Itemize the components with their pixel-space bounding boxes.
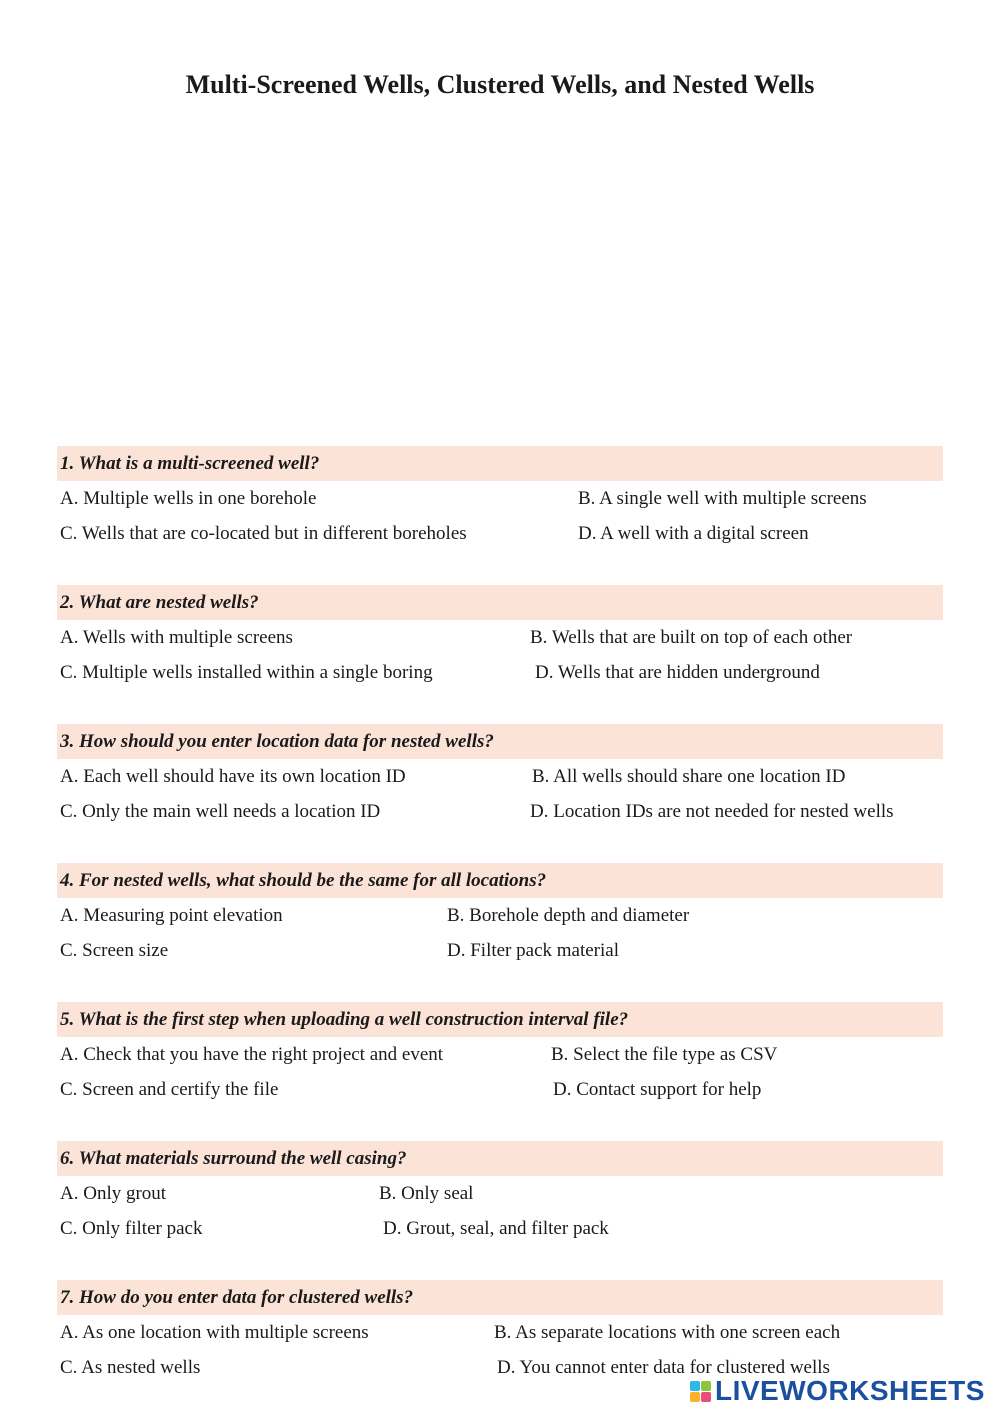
question-text: 3. How should you enter location data for nested wells? — [57, 724, 943, 759]
option-a[interactable]: A. Multiple wells in one borehole — [60, 488, 317, 509]
question-4 — [57, 863, 943, 968]
option-d[interactable]: D. Wells that are hidden underground — [535, 662, 820, 683]
option-b[interactable]: B. Borehole depth and diameter — [447, 905, 690, 926]
option-c[interactable]: C. Screen size — [60, 940, 169, 961]
option-row — [57, 794, 943, 829]
option-b[interactable]: B. Select the file type as CSV — [551, 1044, 778, 1065]
option-b[interactable]: B. A single well with multiple screens — [578, 488, 867, 509]
option-row — [57, 516, 943, 551]
option-row — [57, 898, 943, 933]
option-b[interactable]: B. As separate locations with one screen each — [494, 1322, 841, 1343]
option-c[interactable]: C. Wells that are co-located but in different boreholes — [60, 523, 467, 544]
option-row — [57, 1037, 943, 1072]
liveworksheets-logo — [690, 1374, 985, 1408]
question-text: 4. For nested wells, what should be the same for all locations? — [57, 863, 943, 898]
option-c[interactable]: C. Only filter pack — [60, 1218, 203, 1239]
option-a[interactable]: A. Wells with multiple screens — [60, 627, 293, 648]
option-b[interactable]: B. Only seal — [379, 1183, 474, 1204]
question-7 — [57, 1280, 943, 1385]
question-5 — [57, 1002, 943, 1107]
option-c[interactable]: C. Only the main well needs a location ID — [60, 801, 381, 822]
option-b[interactable]: B. Wells that are built on top of each other — [530, 627, 853, 648]
question-2 — [57, 585, 943, 690]
option-d[interactable]: D. You cannot enter data for clustered wells — [497, 1357, 830, 1378]
option-row — [57, 1072, 943, 1107]
option-row — [57, 620, 943, 655]
question-3 — [57, 724, 943, 829]
option-a[interactable]: A. As one location with multiple screens — [60, 1322, 369, 1343]
question-1 — [57, 446, 943, 551]
option-c[interactable]: C. Screen and certify the file — [60, 1079, 279, 1100]
question-text: 6. What materials surround the well casing? — [57, 1141, 943, 1176]
option-d[interactable]: D. A well with a digital screen — [578, 523, 809, 544]
question-text: 5. What is the first step when uploading a well construction interval file? — [57, 1002, 943, 1037]
logo-text: LIVEWORKSHEETS — [715, 1375, 985, 1406]
option-c[interactable]: C. As nested wells — [60, 1357, 201, 1378]
option-b[interactable]: B. All wells should share one location ID — [532, 766, 846, 787]
question-text: 2. What are nested wells? — [57, 585, 943, 620]
liveworksheets-logo-icon — [690, 1381, 711, 1402]
question-text: 7. How do you enter data for clustered wells? — [57, 1280, 943, 1315]
option-d[interactable]: D. Location IDs are not needed for nested wells — [530, 801, 894, 822]
option-row — [57, 759, 943, 794]
option-a[interactable]: A. Only grout — [60, 1183, 167, 1204]
option-row — [57, 933, 943, 968]
option-row — [57, 655, 943, 690]
option-d[interactable]: D. Contact support for help — [553, 1079, 762, 1100]
option-row — [57, 1315, 943, 1350]
page-title: Multi-Screened Wells, Clustered Wells, and Nested Wells — [185, 70, 815, 99]
option-d[interactable]: D. Filter pack material — [447, 940, 619, 961]
option-a[interactable]: A. Measuring point elevation — [60, 905, 283, 926]
option-row — [57, 1211, 943, 1246]
option-a[interactable]: A. Check that you have the right project and event — [60, 1044, 444, 1065]
question-6 — [57, 1141, 943, 1246]
option-a[interactable]: A. Each well should have its own location ID — [60, 766, 406, 787]
option-row — [57, 481, 943, 516]
option-c[interactable]: C. Multiple wells installed within a single boring — [60, 662, 433, 683]
question-text: 1. What is a multi-screened well? — [57, 446, 943, 481]
option-d[interactable]: D. Grout, seal, and filter pack — [383, 1218, 609, 1239]
option-row — [57, 1176, 943, 1211]
